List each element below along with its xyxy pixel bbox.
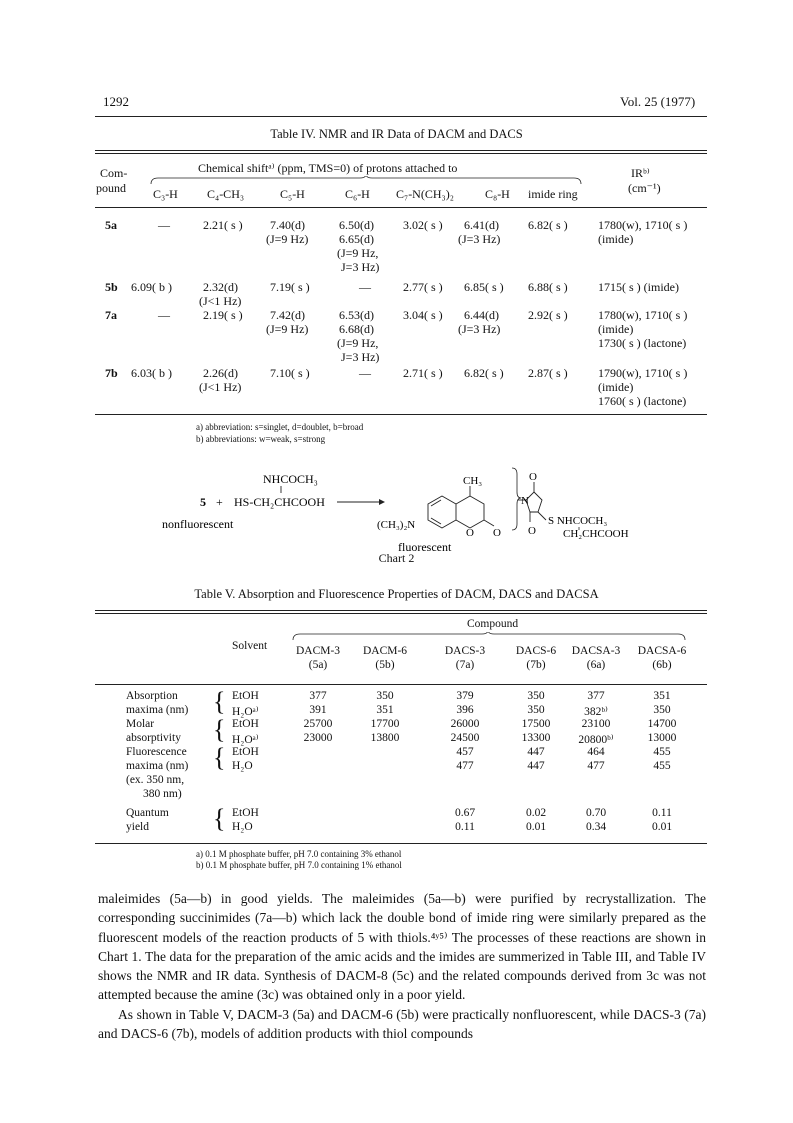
table5-cell: 13000 bbox=[647, 732, 677, 744]
chart2-caption: Chart 2 bbox=[378, 551, 415, 565]
carbonyl-oxygen: O bbox=[493, 527, 501, 539]
t4-7b-ir-1: 1790(w), 1710( s ) bbox=[598, 366, 688, 380]
table5-row-label: Absorption bbox=[126, 690, 178, 702]
table5-cell: 0.67 bbox=[454, 807, 476, 819]
t4-5b-c3: 6.09( b ) bbox=[131, 280, 172, 294]
table5-row-label: Fluorescence bbox=[126, 746, 187, 758]
t4-7a-c6-4: J=3 Hz) bbox=[341, 350, 380, 364]
methyl-group: CH₃ bbox=[463, 475, 483, 487]
table4-col-ir-2: (cm⁻¹) bbox=[628, 181, 661, 195]
table5-cell: 464 bbox=[587, 746, 605, 758]
table5-cell: 447 bbox=[527, 760, 545, 772]
t4-5a-c8-2: (J=3 Hz) bbox=[458, 232, 501, 246]
table5-compound-name: DACSA-6 bbox=[637, 645, 687, 657]
t4-5a-c4: 2.21( s ) bbox=[203, 218, 243, 232]
table5-brace: { bbox=[213, 804, 226, 833]
table5-row-label: maxima (nm) bbox=[126, 760, 189, 772]
t4-5b-c4-1: 2.32(d) bbox=[203, 280, 238, 294]
table4-col-c3: C₃-H bbox=[153, 187, 178, 201]
imide-nitrogen: N bbox=[521, 495, 529, 507]
table5-row-label: (ex. 350 nm, bbox=[126, 774, 185, 786]
table5-row-label: absorptivity bbox=[126, 732, 181, 744]
table5-compound-code: (7a) bbox=[455, 659, 475, 671]
table5-cell: 351 bbox=[653, 690, 671, 702]
t4-7a-c4: 2.19( s ) bbox=[203, 308, 243, 322]
table5-caption: Table V. Absorption and Fluorescence Properties of DACM, DACS and DACSA bbox=[194, 587, 599, 601]
t4-5b-c7: 2.77( s ) bbox=[403, 280, 443, 294]
table5-row-label: Quantum bbox=[126, 807, 169, 819]
cysteine-chain: CH₂CHCOOH bbox=[563, 528, 629, 540]
table5-solvent: EtOH bbox=[232, 690, 259, 702]
t4-5a-imide: 6.82( s ) bbox=[528, 218, 568, 232]
table5-compound-name: DACSA-3 bbox=[571, 645, 621, 657]
table4-top-rule-2 bbox=[95, 153, 707, 154]
table4-col-c6: C₆-H bbox=[345, 187, 370, 201]
t4-7b-c4-1: 2.26(d) bbox=[203, 366, 238, 380]
t4-5a-c8-1: 6.41(d) bbox=[464, 218, 499, 232]
table5-cell: 17700 bbox=[370, 718, 400, 730]
table5-cell: 379 bbox=[456, 690, 474, 702]
t4-7a-compound: 7a bbox=[105, 308, 117, 322]
table5-cell: 396 bbox=[456, 704, 474, 716]
table5-row-label: maxima (nm) bbox=[126, 704, 189, 716]
coumarin-ring bbox=[428, 486, 494, 528]
t4-5b-imide: 6.88( s ) bbox=[528, 280, 568, 294]
t4-5a-c3: — bbox=[158, 218, 170, 232]
table5-cell: 24500 bbox=[450, 732, 480, 744]
table5-cell: 350 bbox=[527, 690, 545, 702]
table5-cell: 447 bbox=[527, 746, 545, 758]
header-rule bbox=[95, 116, 707, 117]
table5-solvent: H₂Oᵃ⁾ bbox=[232, 734, 259, 746]
table5-cell: 0.34 bbox=[585, 821, 607, 833]
t4-7a-c3: — bbox=[158, 308, 170, 322]
t4-7a-c5-2: (J=9 Hz) bbox=[266, 322, 309, 336]
t4-7a-ir-2: (imide) bbox=[598, 322, 634, 336]
fluorescent-label: fluorescent bbox=[398, 540, 452, 554]
t4-7a-imide: 2.92( s ) bbox=[528, 308, 568, 322]
dimethylamino-group: (CH₃)₂N bbox=[377, 519, 416, 531]
ring-oxygen: O bbox=[466, 527, 474, 539]
table4-col-c5: C₅-H bbox=[280, 187, 305, 201]
table5-cell: 20800ᵇ⁾ bbox=[578, 734, 614, 746]
page-number: 1292 bbox=[103, 94, 129, 109]
table5-cell: 23100 bbox=[581, 718, 611, 730]
table5-footnote-b: b) 0.1 M phosphate buffer, pH 7.0 containing 1% ethanol bbox=[196, 860, 402, 870]
table5-compound-code: (5a) bbox=[308, 659, 328, 671]
t4-5b-c6: — bbox=[359, 280, 371, 294]
table5-compound-header: Compound bbox=[467, 618, 519, 630]
table5-cell: 350 bbox=[376, 690, 394, 702]
thiol-main: HS-CH₂CHCOOH bbox=[234, 495, 325, 509]
t4-5a-c6-1: 6.50(d) bbox=[339, 218, 374, 232]
table4-col-c7: C₇-N(CH₃)₂ bbox=[396, 187, 454, 201]
table4-header-rule bbox=[95, 207, 707, 208]
reactant-number: 5 bbox=[200, 495, 206, 509]
table5-cell: 391 bbox=[309, 704, 327, 716]
table5-cell: 0.01 bbox=[651, 821, 673, 833]
table4-footnote-b: b) abbreviations: w=weak, s=strong bbox=[196, 434, 326, 444]
t4-5a-ir-2: (imide) bbox=[598, 232, 634, 246]
t4-7b-compound: 7b bbox=[105, 366, 118, 380]
table5-cell: 477 bbox=[456, 760, 474, 772]
table5-cell: 377 bbox=[309, 690, 327, 702]
table5-cell: 17500 bbox=[521, 718, 551, 730]
table5-cell: 23000 bbox=[303, 732, 333, 744]
table5-compound-code: (5b) bbox=[375, 659, 395, 671]
t4-7b-c8: 6.82( s ) bbox=[464, 366, 504, 380]
t4-5a-c6-3: (J=9 Hz, bbox=[337, 246, 379, 260]
t4-7a-c8-2: (J=3 Hz) bbox=[458, 322, 501, 336]
table4-bottom-rule bbox=[95, 414, 707, 415]
table5-compound-name: DACM-6 bbox=[362, 645, 408, 657]
table5-brace: { bbox=[213, 743, 226, 772]
t4-5b-ir: 1715( s ) (imide) bbox=[598, 280, 679, 294]
t4-7b-ir-2: (imide) bbox=[598, 380, 634, 394]
table5-solvent: H₂O bbox=[232, 760, 253, 772]
t4-7a-c6-2: 6.68(d) bbox=[339, 322, 374, 336]
t4-7b-c3: 6.03( b ) bbox=[131, 366, 172, 380]
table5-cell: 25700 bbox=[303, 718, 333, 730]
arrowhead bbox=[379, 499, 385, 505]
table5-cell: 0.01 bbox=[525, 821, 547, 833]
table5-cell: 377 bbox=[587, 690, 605, 702]
imide-oxygen-top: O bbox=[529, 471, 537, 483]
table5-brace: { bbox=[213, 715, 226, 744]
table5-cell: 457 bbox=[456, 746, 474, 758]
table5-solvent: H₂Oᵃ⁾ bbox=[232, 706, 259, 718]
t4-7a-ir-1: 1780(w), 1710( s ) bbox=[598, 308, 688, 322]
t4-7a-c7: 3.04( s ) bbox=[403, 308, 443, 322]
table5-row-label: Molar bbox=[126, 718, 155, 730]
t4-7b-imide: 2.87( s ) bbox=[528, 366, 568, 380]
table5-solvent: EtOH bbox=[232, 746, 259, 758]
table5-compound-name: DACM-3 bbox=[295, 645, 341, 657]
table5-cell: 455 bbox=[653, 760, 671, 772]
t4-5b-compound: 5b bbox=[105, 280, 118, 294]
table5-compound-name: DACS-6 bbox=[515, 645, 557, 657]
imide-oxygen-bottom: O bbox=[528, 525, 536, 537]
table5-cell: 0.70 bbox=[585, 807, 607, 819]
table5-bottom-rule bbox=[95, 843, 707, 844]
thiol-top-group: NHCOCH₃ bbox=[263, 472, 318, 486]
t4-5a-c5-2: (J=9 Hz) bbox=[266, 232, 309, 246]
table5-footnote-a: a) 0.1 M phosphate buffer, pH 7.0 containing 3% ethanol bbox=[196, 849, 402, 859]
table5-cell: 13300 bbox=[521, 732, 551, 744]
t4-5a-compound: 5a bbox=[105, 218, 117, 232]
t4-7a-ir-3: 1730( s ) (lactone) bbox=[598, 336, 687, 350]
t4-7a-c8-1: 6.44(d) bbox=[464, 308, 499, 322]
table5-cell: 26000 bbox=[450, 718, 480, 730]
body-text bbox=[98, 889, 706, 1043]
table4-footnote-a: a) abbreviation: s=singlet, d=doublet, b=broad bbox=[196, 422, 364, 432]
t4-7b-c4-2: (J<1 Hz) bbox=[199, 380, 242, 394]
table5-cell: 0.02 bbox=[525, 807, 547, 819]
t4-5a-c6-2: 6.65(d) bbox=[339, 232, 374, 246]
table5-solvent: EtOH bbox=[232, 718, 259, 730]
journal-volume: Vol. 25 (1977) bbox=[620, 94, 696, 109]
table5-cell: 351 bbox=[376, 704, 394, 716]
table5-solvent: EtOH bbox=[232, 807, 259, 819]
t4-7a-c6-3: (J=9 Hz, bbox=[337, 336, 379, 350]
table5-brace: { bbox=[213, 687, 226, 716]
table4-col-c8: C₈-H bbox=[485, 187, 510, 201]
t4-5a-c7: 3.02( s ) bbox=[403, 218, 443, 232]
table5-solvent: H₂O bbox=[232, 821, 253, 833]
table5-cell: 14700 bbox=[647, 718, 677, 730]
t4-7b-c7: 2.71( s ) bbox=[403, 366, 443, 380]
table5-cell: 350 bbox=[653, 704, 671, 716]
plus-sign: + bbox=[216, 495, 223, 509]
table5-row-label: 380 nm) bbox=[143, 788, 182, 800]
table4-col-ir-1: IRᵇ⁾ bbox=[631, 166, 650, 180]
table5-cell: 477 bbox=[587, 760, 605, 772]
table4-top-rule bbox=[95, 150, 707, 151]
table5-cell: 13800 bbox=[370, 732, 400, 744]
table5-compound-code: (6b) bbox=[652, 659, 672, 671]
table5-top-rule-2 bbox=[95, 613, 707, 614]
t4-5a-c5-1: 7.40(d) bbox=[270, 218, 305, 232]
table5-top-rule bbox=[95, 610, 707, 611]
table5-cell: 455 bbox=[653, 746, 671, 758]
thioether-group: S NHCOCH₃ bbox=[548, 515, 608, 527]
t4-7a-c6-1: 6.53(d) bbox=[339, 308, 374, 322]
table4-col-compound-1: Com- bbox=[100, 166, 128, 180]
body-paragraph-1: maleimides (5a—b) in good yields. The maleimides (5a—b) were purified by recrystallization. The corresponding succinimides (7a—b) which lack the double bond of imide ring were similarly prepared as the fluorescent models of the reaction products of 5 with thiols.⁴ʸ⁵⁾ The processes of these reactions are shown in Chart 1. The data for the preparation of the amic acids and the imides are summerized in Table III, and Table IV shows the NMR and IR data. Synthesis of DACM-8 (5c) and the related compounds derived from 3c was not attempted because the amine (3c) was obtained only in a poor yield. bbox=[98, 891, 706, 1003]
table5-solvent-header: Solvent bbox=[232, 640, 268, 652]
table4-col-c4: C₄-CH₃ bbox=[207, 187, 245, 201]
table5-cell: 0.11 bbox=[455, 821, 475, 833]
table4-caption: Table IV. NMR and IR Data of DACM and DACS bbox=[270, 127, 523, 141]
table5-row-label: yield bbox=[126, 821, 149, 833]
table5-cell: 350 bbox=[527, 704, 545, 716]
t4-7b-ir-3: 1760( s ) (lactone) bbox=[598, 394, 687, 408]
table5-compound-code: (6a) bbox=[586, 659, 606, 671]
bracket bbox=[512, 468, 521, 530]
t4-5a-ir-1: 1780(w), 1710( s ) bbox=[598, 218, 688, 232]
table5-compound-name: DACS-3 bbox=[444, 645, 486, 657]
t4-5b-c4-2: (J<1 Hz) bbox=[199, 294, 242, 308]
nonfluorescent-label: nonfluorescent bbox=[162, 517, 234, 531]
t4-5b-c5: 7.19( s ) bbox=[270, 280, 310, 294]
table4-col-compound-2: pound bbox=[96, 181, 126, 195]
table5-compound-code: (7b) bbox=[526, 659, 546, 671]
table5-compound-brace bbox=[292, 632, 686, 642]
table4-group-brace bbox=[150, 176, 582, 186]
t4-5a-c6-4: J=3 Hz) bbox=[341, 260, 380, 274]
table4-group-header: Chemical shiftᵃ⁾ (ppm, TMS=0) of protons attached to bbox=[198, 161, 458, 175]
t4-7b-c5: 7.10( s ) bbox=[270, 366, 310, 380]
table5-header-rule bbox=[95, 684, 707, 685]
table5-cell: 0.11 bbox=[652, 807, 672, 819]
t4-7b-c6: — bbox=[359, 366, 371, 380]
body-paragraph-2: As shown in Table V, DACM-3 (5a) and DACM-6 (5b) were practically nonfluorescent, while DACS-3 (7a) and DACS-6 (7b), models of addition products with thiol compounds bbox=[98, 1006, 706, 1042]
t4-5b-c8: 6.85( s ) bbox=[464, 280, 504, 294]
table4-col-imide: imide ring bbox=[528, 187, 578, 201]
table5-cell: 382ᵇ⁾ bbox=[584, 706, 608, 718]
t4-7a-c5-1: 7.42(d) bbox=[270, 308, 305, 322]
